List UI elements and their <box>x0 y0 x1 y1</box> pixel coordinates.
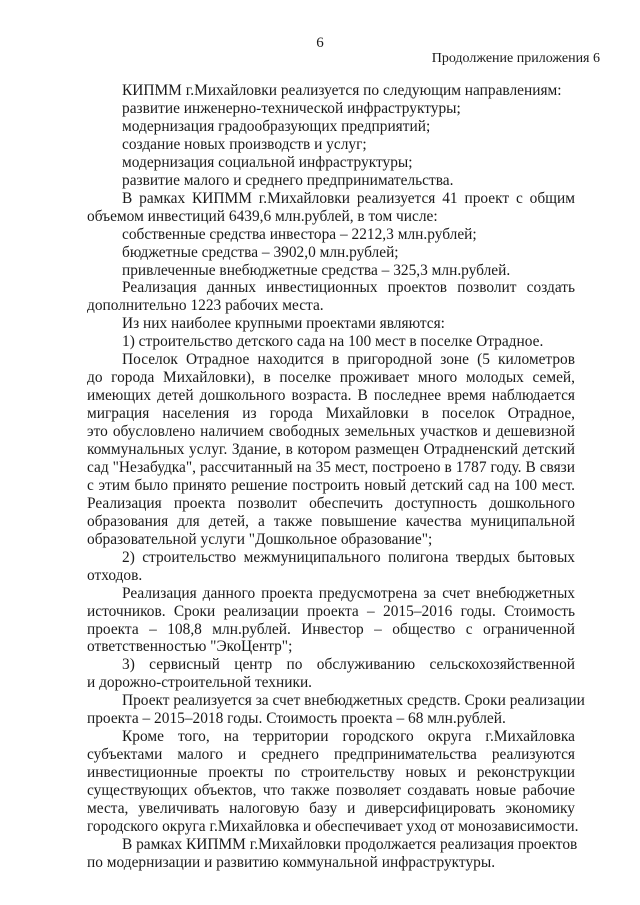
text-line: Кроме того, на территории городского округа г.Михайловка <box>122 728 575 746</box>
text-line: субъектами малого и среднего предпринимательства реализуются <box>87 746 575 764</box>
text-line: развитие инженерно-технической инфраструктуры; <box>122 100 461 117</box>
text-line: это обусловлено наличием свободных земельных участков и дешевизной <box>87 423 575 441</box>
text-line: объемом инвестиций 6439,6 млн.рублей, в том числе: <box>87 207 438 225</box>
text-line: ответственностью "ЭкоЦентр"; <box>87 638 293 656</box>
text-line: инвестиционные проекты по строительству новых и реконструкции <box>87 764 575 782</box>
text-line: отходов. <box>87 566 143 584</box>
text-line: модернизация социальной инфраструктуры; <box>122 153 413 171</box>
text-line: бюджетные средства – 3902,0 млн.рублей; <box>122 243 399 261</box>
text-line: Реализация данного проекта предусмотрена за счет внебюджетных <box>122 584 575 602</box>
page-number: 6 <box>316 35 324 51</box>
appendix-note: Продолжение приложения 6 <box>431 51 600 66</box>
text-line: 2) строительство межмуниципального полигона твердых бытовых <box>122 548 575 566</box>
text-line: КИПММ г.Михайловки реализуется по следующим направлениям: <box>122 82 562 99</box>
text-line: модернизация градообразующих предприятий; <box>122 117 431 135</box>
text-line: развитие малого и среднего предпринимательства. <box>122 171 454 189</box>
text-line: 3) сервисный центр по обслуживанию сельскохозяйственной <box>122 656 575 674</box>
text-line: Поселок Отрадное находится в пригородной зоне (5 километров <box>122 351 575 369</box>
text-line: собственные средства инвестора – 2212,3 млн.рублей; <box>122 225 477 243</box>
text-line: дополнительно 1223 рабочих места. <box>87 297 324 315</box>
text-line: и дорожно-строительной техники. <box>87 674 313 692</box>
text-line: создание новых производств и услуг; <box>122 135 367 153</box>
text-line: образования для детей, а также повышение качества муниципальной <box>87 512 575 530</box>
text-line: городского округа г.Михайловка и обеспечивает уход от монозависимости. <box>87 817 579 835</box>
text-line: существующих объектов, что также позволяет создавать новые рабочие <box>87 782 575 799</box>
text-line: сад "Незабудка", рассчитанный на 35 мест, построено в 1787 году. В связи <box>87 458 575 476</box>
text-line: В рамках КИПММ г.Михайловки продолжается реализация проектов <box>122 835 578 853</box>
text-line: Из них наиболее крупными проектами являются: <box>122 315 445 333</box>
text-line: источников. Сроки реализации проекта – 2015–2016 годы. Стоимость <box>87 602 575 620</box>
text-line: В рамках КИПММ г.Михайловки реализуется 41 проект с общим <box>122 189 575 207</box>
text-line: проекта – 2015–2018 годы. Стоимость проекта – 68 млн.рублей. <box>87 710 506 728</box>
text-line: 1) строительство детского сада на 100 мест в поселке Отрадное. <box>122 333 544 351</box>
text-line: коммунальных услуг. Здание, в котором размещен Отрадненский детский <box>87 441 575 458</box>
text-line: имеющих детей дошкольного возраста. В последнее время наблюдается <box>87 387 575 405</box>
text-line: привлеченные внебюджетные средства – 325,3 млн.рублей. <box>122 261 511 279</box>
text-line: Реализация данных инвестиционных проектов позволит создать <box>122 279 575 297</box>
text-line: проекта – 108,8 млн.рублей. Инвестор – общество с ограниченной <box>87 620 575 638</box>
text-line: до города Михайловки), в поселке проживает много молодых семей, <box>87 369 575 387</box>
text-line: с этим было принято решение построить новый детский сад на 100 мест. <box>87 476 575 494</box>
text-line: Реализация проекта позволит обеспечить доступность дошкольного <box>87 494 575 512</box>
text-line: Проект реализуется за счет внебюджетных средств. Сроки реализации <box>122 692 585 710</box>
text-line: по модернизации и развитию коммунальной инфраструктуры. <box>87 853 496 871</box>
text-line: места, увеличивать налоговую базу и диверсифицировать экономику <box>87 800 575 817</box>
text-line: образовательной услуги "Дошкольное образование"; <box>87 530 433 548</box>
text-line: миграция населения из города Михайловки в поселок Отрадное, <box>87 405 575 423</box>
